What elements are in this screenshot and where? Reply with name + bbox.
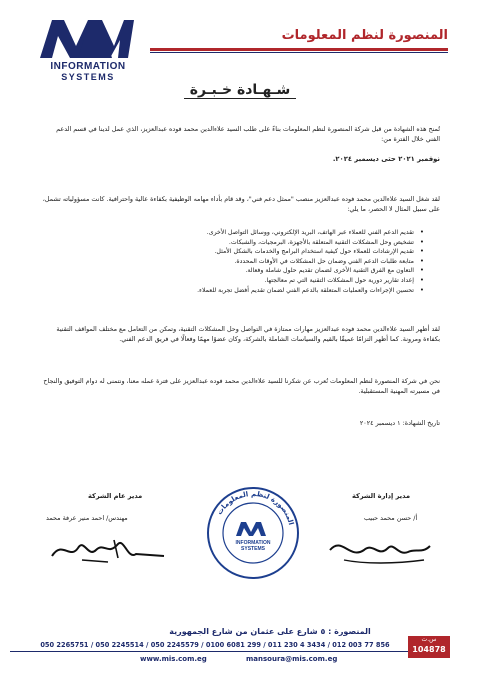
company-logo [38,18,138,82]
footer-address: المنصورة : ٥ شارع على عثمان من شارع الجمهورية [169,627,371,636]
signature-name-left: مهندس/ احمد منير عرفة محمد [46,514,128,522]
header-divider [150,48,448,51]
document-title-text: شـهـادة خـبـرة [184,82,297,99]
logo-text-line1: INFORMATION [50,61,126,72]
closing-paragraph: نحن في شركة المنصورة لنظم المعلومات نُعرب عن شكرنا للسيد علاءالدين محمد فوده عبدالعزيز على فترة عمله معنا، ونتمنى له دوام التوفيق والنجاح في مسيرته المهنية المستقبلية. [43,377,440,395]
list-item: • تحسين الإجراءات والعمليات المتعلقة بالدعم الفني لضمان تقديم أفضل تجربة للعملاء. [40,286,424,296]
company-stamp-icon [206,486,300,580]
logo-mark-icon [38,18,134,58]
footer-website: www.mis.com.eg [140,655,207,663]
signature-name-right: أ/ حسن محمد حبيب [364,514,418,522]
list-item: • تقديم الدعم الفني للعملاء عبر الهاتف، البريد الإلكتروني، ووسائل التواصل الأخرى. [40,228,424,238]
signature-left-icon [48,530,168,566]
footer-divider [10,651,422,652]
cr-label: س.ت [421,636,437,643]
skills-paragraph: لقد أظهر السيد علاءالدين محمد فوده عبدالعزيز مهارات ممتازة في التواصل وحل المشكلات التقنية، وتمكن من التعامل مع مختلف المواقف التقنية بكفاءة ومرونة. كما أظهر التزامًا عميقًا بالقيم والسياسات الشاملة بالشركة، وكان عضوًا مهمًا وفعالًا في فريق الدعم الفني. [56,325,440,343]
duties-list [40,228,424,295]
footer-email: mansoura@mis.com.eg [246,655,338,663]
stamp-ring-text: المنصورة لنظم المعلومات [215,489,296,526]
employment-period: نوفمبر ٢٠٢١ حتى ديسمبر ٢٠٢٤. [332,155,440,163]
cr-number: 104878 [412,645,446,654]
commercial-register-badge [408,636,450,658]
role-paragraph: لقد شغل السيد علاءالدين محمد فوده عبدالعزيز منصب "ممثل دعم فني"، وقد قام بأداء مهامه الوظيفية بكفاءة عالية واحترافية. كانت مسؤولياته تشمل، على سبيل المثال لا الحصر، ما يلي: [42,195,440,213]
stamp-inner-line1: INFORMATION [235,540,271,546]
list-item: • التعاون مع الفرق التقنية الأخرى لضمان تقديم حلول شاملة وفعالة. [40,266,424,276]
issue-date: تاريخ الشهادة: ١ ديسمبر ٢٠٢٤ [359,419,440,427]
list-item: • متابعة طلبات الدعم الفني وضمان حل المشكلات في الأوقات المحددة. [40,257,424,267]
company-name-header: المنصورة لنظم المعلومات [281,28,448,43]
list-item: • إعداد تقارير دورية حول المشكلات التقنية التي تم معالجتها. [40,276,424,286]
signature-title-left: مدير عام الشركة [88,492,143,500]
list-item: • تقديم الإرشادات للعملاء حول كيفية استخدام البرامج والخدمات بالشكل الأمثل. [40,247,424,257]
intro-paragraph: تُمنح هذه الشهادة من قبل شركة المنصورة لنظم المعلومات بناءً على طلب السيد علاءالدين محمد فوده عبدالعزيز، الذي عمل لدينا في قسم الدعم الفني خلال الفترة من: [56,125,440,143]
list-item: • تشخيص وحل المشكلات التقنية المتعلقة بالأجهزة، البرمجيات، والشبكات. [40,238,424,248]
logo-text-line2: SYSTEMS [61,72,115,82]
header-divider-thin [150,52,448,53]
signature-title-right: مدير إدارة الشركة [352,492,411,500]
signature-right-icon [324,530,434,566]
document-title [0,82,480,98]
footer-phones: 050 2265751 / 050 2245514 / 050 2245579 / 0100 6081 299 / 011 230 4 3434 / 012 003 77 856 [40,641,390,649]
stamp-inner-line2: SYSTEMS [241,546,265,552]
